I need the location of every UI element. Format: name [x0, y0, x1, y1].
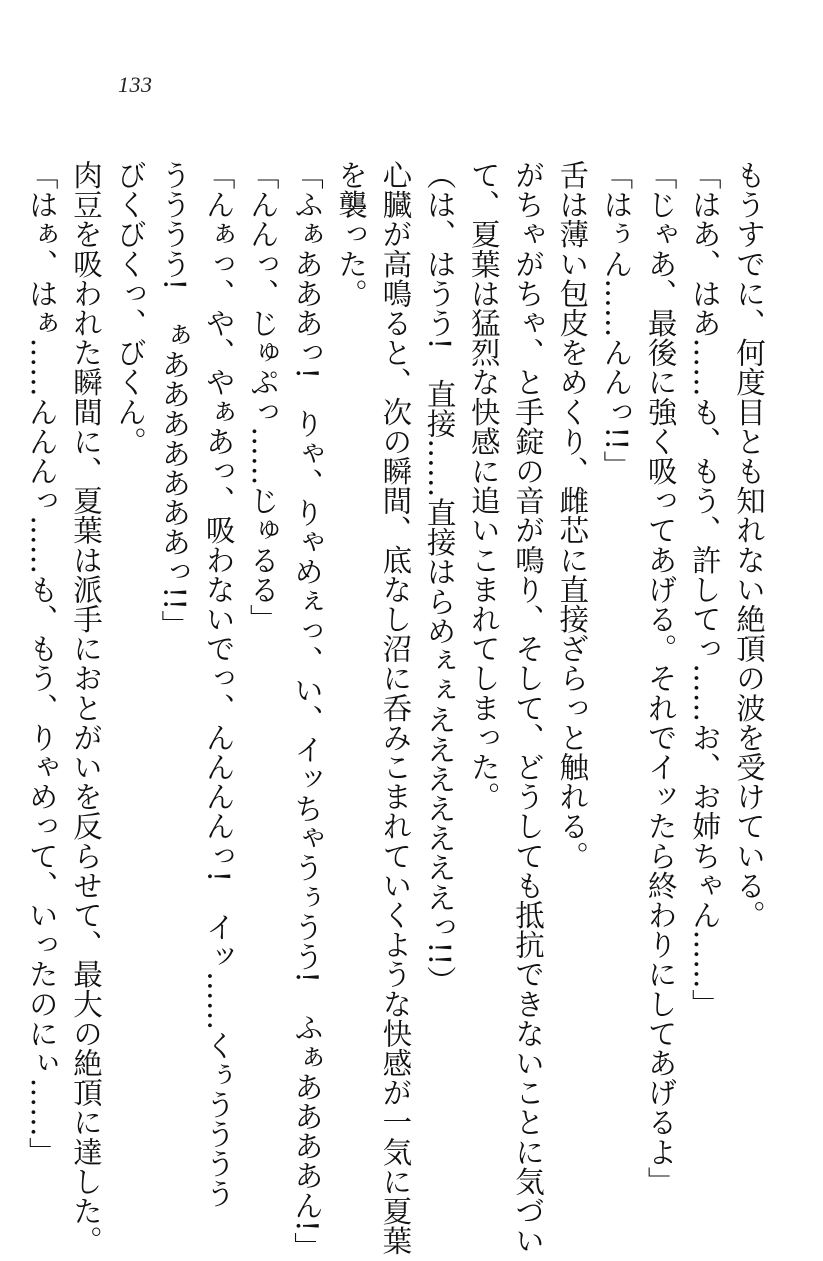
- text-line: がちゃがちゃ、と手錠の音が鳴り、そして、どうしても抵抗できないことに気づい: [510, 160, 545, 1256]
- text-line: 「ふぁあああっ! りゃ、りゃめぇっ、い、イッちゃうぅうう! ふぁああああん!」: [289, 160, 324, 1261]
- text-line: 「はあ、はあ……も、もう、許してっ……お、お姉ちゃん……」: [687, 160, 722, 1019]
- text-line: 「はぁ、はぁ……んんんっ……も、もう、りゃめって、いったのにぃ……」: [24, 160, 59, 1167]
- text-line: 心臓が高鳴ると、次の瞬間、底なし沼に呑みこまれていくような快感が一気に夏葉: [378, 160, 413, 1256]
- text-line: もうすでに、何度目とも知れない絶頂の波を受けている。: [732, 160, 766, 930]
- text-line: て、夏葉は猛烈な快感に追いこまれてしまった。: [466, 160, 501, 812]
- text-line: 肉豆を吸われた瞬間に、夏葉は派手におとがいを反らせて、最大の絶頂に達した。: [68, 160, 103, 1256]
- text-line: 「んぁっ、や、やぁあっ、吸わないでっ、んんんんっ! イッ……くぅうううう: [201, 160, 236, 1208]
- text-line: 「じゃあ、最後に強く吸ってあげる。それでイッたら終わりにしてあげるよ」: [643, 160, 678, 1196]
- text-line: 舌は薄い包皮をめくり、雌芯に直接ざらっと触れる。: [555, 160, 590, 871]
- text-line: を襲った。: [334, 160, 369, 308]
- text-line: 「んんっ、じゅぷっ……じゅるる」: [245, 160, 280, 634]
- text-line: うううう! ぁあああああああっ!!」: [157, 160, 192, 640]
- text-line: びくびくっ、びくん。: [113, 160, 148, 456]
- vertical-text-body: [20, 160, 771, 1261]
- text-line: 「はぅん……んんっ!!」: [599, 160, 634, 480]
- page-number: 133: [118, 72, 153, 97]
- text-line: （は、はうう! 直接……直接はらめぇぇえええええええっ!!）: [422, 160, 457, 996]
